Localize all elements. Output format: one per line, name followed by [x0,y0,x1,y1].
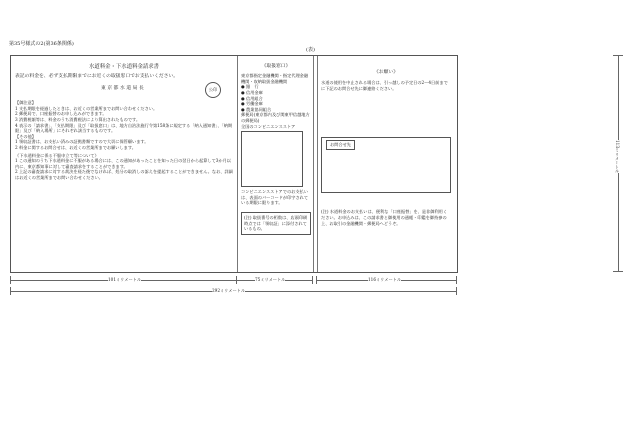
divider-middle [313,56,314,272]
notice-text: 水道の使用を中止される場合は、引っ越しの予定日の2～4日前までに下記のお問合せ先に御連絡ください。 [321,80,448,91]
dim-tick [316,276,317,284]
right-panel [321,70,451,226]
middle-panel [241,64,311,235]
invoice-title: 水道料金・下水道料金請求書 [88,64,160,70]
invoice-intro: 表記の料金を、必ず支払期限までにお近くの取扱窓口でお支払いください。 [15,74,179,79]
notice-heading: 《お願い》 [374,70,398,75]
note-item: 1 支払期限を経過したときは、お近くの営業所までお問い合わせください。 [15,105,158,111]
list-item: ● 労働金庫 [241,101,311,107]
invoice-form [10,55,458,273]
notes-list [15,106,233,151]
sub-note-item: 2 上記の審査請求に対する裁決を経た後でなければ、処分の取消しの訴えを提起することができません。なお、詳細はお近くの営業所までお問い合わせください。 [15,169,233,180]
dim-left-label: 101ミリメートル [108,277,142,282]
dim-tick [456,287,457,295]
sub-note-item: 1 この通知のうち下水道料金に不服がある場合には、この通知があったことを知った日の翌日から起算して3か月以内に、東京都知事に対して審査請求をすることができます。 [15,158,231,169]
list-item: ● 農業協同組合 [241,107,311,113]
barcode-area [241,131,303,187]
form-number: 第35号様式の2(第36条関係) [9,41,74,47]
dim-tick [10,287,11,295]
convenience-label: 全国のコンビニエンスストア [241,123,296,129]
bottom-note: (注) 水道料金のお支払いは、便利な「口座振替」を、是非御利用ください。お申込みは、この請求書と御使用の通帳・印鑑を御持参の上、お取引の金融機関・郵便局へどうぞ。 [321,209,448,226]
window-heading: 《取扱窓口》 [261,64,291,69]
inquiry-box [321,137,451,193]
list-item: ● 信用金庫 [241,90,311,96]
post-office-line: 郵便局(東京都内及び関東甲信越地方の郵便局) [241,112,310,123]
note-item: 3 消費税額等は、料金のうち消費税法により算出されたものです。 [15,116,141,122]
issuer-line: 東 京 都 水 道 局 長 [101,86,144,92]
dim-tick [613,55,623,56]
note-item: 2 料金に関するお問合せは、お近くの営業所までお願いします。 [15,144,136,150]
left-panel [15,64,233,181]
list-item: ● 銀 行 [241,84,311,90]
note-item: 【その他】 [15,133,36,139]
sub-notes [15,158,233,180]
note-item: 1 領収証書は、お支払い済みの証拠書類ですので大切に保管願います。 [15,139,149,145]
official-seal: 公印 [205,82,221,98]
inquiry-label: お問合せ先 [326,140,355,150]
list-item: ● 信用組合 [241,96,311,102]
sub-heading: 《下水道料金に係る不服申立て等について》 [15,152,99,158]
divider-left [237,56,238,272]
dim-tick [456,276,457,284]
convenience-note: コンビニエンスストアでのお支払いは、表面のバーコードが印字されている期限に限ります。 [241,189,309,206]
dim-tick [10,276,11,284]
dim-tick [312,276,313,284]
dim-total-label: 292ミリメートル [212,288,246,293]
barcode-note: (注) 取扱番号の桁数は、店頭印刷時点では「領収証」に添付されているもの。 [241,212,311,235]
dim-tick [613,271,623,272]
note-item: 4 表示の「請求書」、「支払期限」及び「取扱窓口」は、地方自治法施行令第158条に規定する「納入通知書」、「納期限」及び「納入場所」にそれぞれ該当するものです。 [15,122,233,134]
note-item: 2 郵便局で、口座振替のお申し込みができます。 [15,111,107,117]
divider-middle-b [317,56,318,272]
dim-tick [236,276,237,284]
institution-list [241,84,311,112]
window-line: 東京都指定金融機関・指定代理金融機関・収納取扱金融機関 [241,73,309,84]
dim-middle-label: 75ミリメートル [255,277,286,282]
notes-heading: 【御注意】 [15,100,36,106]
figure-label: (表) [306,47,315,53]
dim-right-label: 116ミリメートル [368,277,402,282]
dim-height-label: 113ミリメートル [615,140,620,174]
